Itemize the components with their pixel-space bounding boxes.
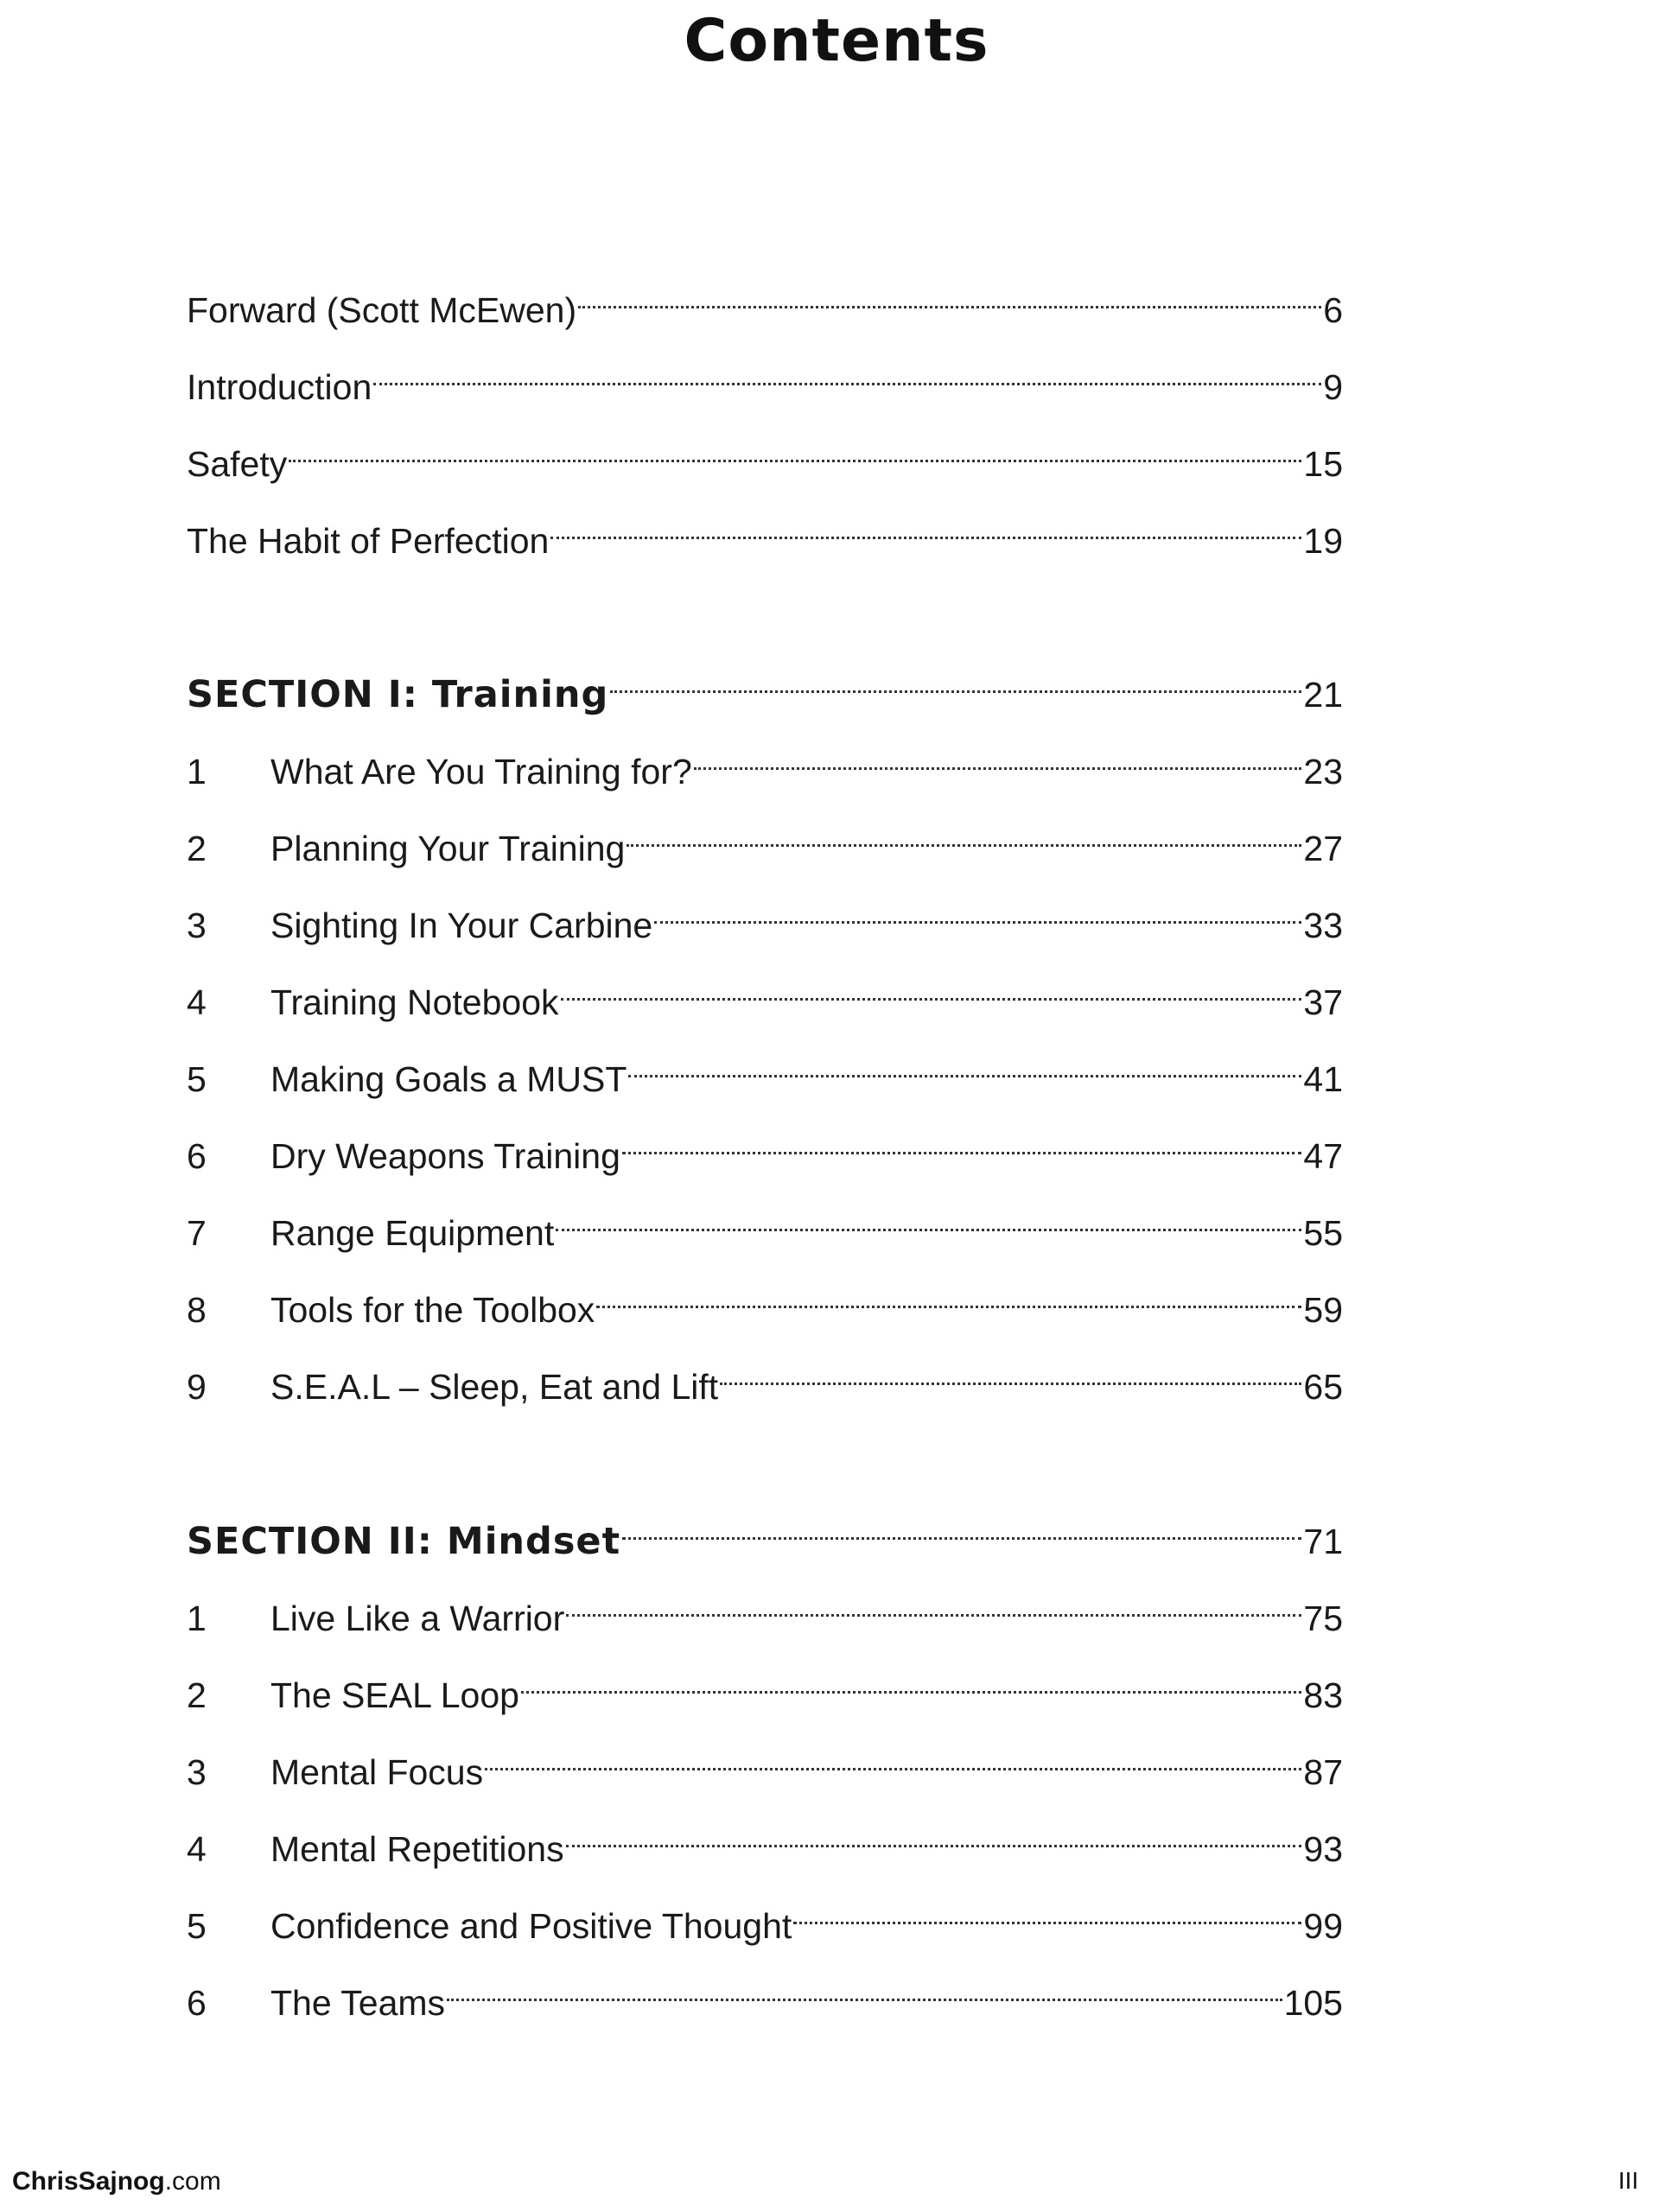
- toc-entry-page: 6: [1323, 290, 1343, 330]
- dot-leader: [485, 1732, 1301, 1784]
- toc-entry-page: 37: [1303, 982, 1343, 1022]
- toc-chapter[interactable]: [187, 1347, 1343, 1407]
- toc-entry-label: Making Goals a MUST: [270, 1059, 627, 1099]
- dot-leader: [610, 655, 1301, 707]
- toc-entry-label: Dry Weapons Training: [270, 1136, 620, 1176]
- toc-entry-introduction[interactable]: [187, 347, 1343, 407]
- toc-entry-label: S.E.A.L – Sleep, Eat and Lift: [270, 1367, 719, 1407]
- toc-entry-page: 83: [1303, 1675, 1343, 1715]
- toc-chapter[interactable]: [187, 1963, 1343, 2023]
- dot-leader: [578, 270, 1321, 322]
- dot-leader: [566, 1579, 1301, 1630]
- toc-entry-page: 41: [1303, 1059, 1343, 1099]
- section-heading: SECTION II: Mindset: [187, 1520, 621, 1563]
- toc-entry-page: 9: [1323, 367, 1343, 407]
- dot-leader: [596, 1270, 1301, 1322]
- toc-entry-label: Confidence and Positive Thought: [270, 1906, 792, 1946]
- toc-entry-label: The Teams: [270, 1983, 446, 2023]
- toc-entry-label: Mental Focus: [270, 1752, 484, 1792]
- toc-entry-safety[interactable]: [187, 424, 1343, 484]
- toc-chapter[interactable]: [187, 886, 1343, 945]
- toc-entry-label: Mental Repetitions: [270, 1829, 564, 1869]
- dot-leader: [521, 1656, 1301, 1707]
- toc-entry-label: Training Notebook: [270, 982, 559, 1022]
- chapter-number: 6: [187, 1136, 207, 1176]
- toc-chapter[interactable]: [187, 1886, 1343, 1946]
- toc-entry-page: 59: [1303, 1290, 1343, 1330]
- toc-chapter[interactable]: [187, 1270, 1343, 1330]
- toc-entry-page: 23: [1303, 752, 1343, 791]
- toc-entry-label: Range Equipment: [270, 1213, 555, 1253]
- dot-leader: [793, 1886, 1301, 1938]
- chapter-number: 6: [187, 1983, 207, 2023]
- toc-entry-label: The Habit of Perfection: [187, 521, 550, 561]
- dot-leader: [654, 886, 1301, 938]
- chapter-number: 2: [187, 829, 207, 868]
- toc-entry-page: 27: [1303, 829, 1343, 868]
- toc-entry-label: The SEAL Loop: [270, 1675, 519, 1715]
- toc-chapter[interactable]: [187, 809, 1343, 868]
- chapter-number: 4: [187, 1829, 207, 1869]
- toc-entry-page: 47: [1303, 1136, 1343, 1176]
- chapter-number: 3: [187, 906, 207, 945]
- toc-entry-page: 93: [1303, 1829, 1343, 1869]
- toc-entry-page: 87: [1303, 1752, 1343, 1792]
- toc-chapter[interactable]: [187, 1732, 1343, 1792]
- toc-entry-label: Safety: [187, 444, 288, 484]
- chapter-number: 3: [187, 1752, 207, 1792]
- toc-section-mindset[interactable]: [187, 1502, 1343, 1563]
- dot-leader: [373, 347, 1321, 399]
- toc-chapter[interactable]: [187, 1039, 1343, 1099]
- toc-chapter[interactable]: [187, 1809, 1343, 1869]
- dot-leader: [622, 1502, 1301, 1554]
- toc-chapter[interactable]: [187, 1656, 1343, 1715]
- toc-entry-label: Live Like a Warrior: [270, 1599, 565, 1638]
- toc-entry-page: 19: [1303, 521, 1343, 561]
- toc-chapter[interactable]: [187, 1579, 1343, 1638]
- footer-site-tld: .com: [164, 2167, 221, 2196]
- toc-chapter[interactable]: [187, 1193, 1343, 1253]
- dot-leader: [561, 963, 1302, 1014]
- chapter-number: 7: [187, 1213, 207, 1253]
- toc-entry-page: 71: [1303, 1522, 1343, 1561]
- page-title: Contents: [684, 7, 989, 75]
- dot-leader: [289, 424, 1301, 476]
- dot-leader: [720, 1347, 1301, 1399]
- dot-leader: [566, 1809, 1302, 1861]
- chapter-number: 8: [187, 1290, 207, 1330]
- toc-entry-page: 75: [1303, 1599, 1343, 1638]
- chapter-number: 1: [187, 1599, 207, 1638]
- chapter-number: 5: [187, 1059, 207, 1099]
- toc-entry-page: 105: [1283, 1983, 1343, 2023]
- dot-leader: [628, 1039, 1301, 1091]
- toc-entry-page: 55: [1303, 1213, 1343, 1253]
- chapter-number: 9: [187, 1367, 207, 1407]
- toc-entry-page: 99: [1303, 1906, 1343, 1946]
- toc-entry-label: Forward (Scott McEwen): [187, 290, 577, 330]
- toc-entry-label: Tools for the Toolbox: [270, 1290, 595, 1330]
- chapter-number: 1: [187, 752, 207, 791]
- chapter-number: 2: [187, 1675, 207, 1715]
- dot-leader: [622, 1116, 1302, 1168]
- toc-entry-habit-of-perfection[interactable]: [187, 501, 1343, 561]
- toc-entry-page: 15: [1303, 444, 1343, 484]
- toc-chapter[interactable]: [187, 1116, 1343, 1176]
- toc-entry-label: Planning Your Training: [270, 829, 626, 868]
- footer-page-number: III: [1618, 2167, 1638, 2194]
- chapter-number: 4: [187, 982, 207, 1022]
- section-heading: SECTION I: Training: [187, 673, 609, 716]
- toc-entry-label: Introduction: [187, 367, 372, 407]
- toc-entry-page: 33: [1303, 906, 1343, 945]
- dot-leader: [556, 1193, 1301, 1245]
- dot-leader: [694, 732, 1302, 784]
- toc-entry-page: 65: [1303, 1367, 1343, 1407]
- dot-leader: [627, 809, 1301, 861]
- toc-entry-page: 21: [1303, 675, 1343, 715]
- dot-leader: [550, 501, 1301, 553]
- footer-website[interactable]: [12, 2167, 221, 2196]
- dot-leader: [447, 1963, 1282, 2015]
- toc-chapter[interactable]: [187, 963, 1343, 1022]
- toc-chapter[interactable]: [187, 732, 1343, 791]
- toc-section-training[interactable]: [187, 655, 1343, 716]
- toc-entry-label: What Are You Training for?: [270, 752, 692, 791]
- toc-entry-label: Sighting In Your Carbine: [270, 906, 653, 945]
- chapter-number: 5: [187, 1906, 207, 1946]
- footer-site-name: ChrisSajnog: [12, 2167, 165, 2196]
- toc-entry-forward[interactable]: [187, 270, 1343, 330]
